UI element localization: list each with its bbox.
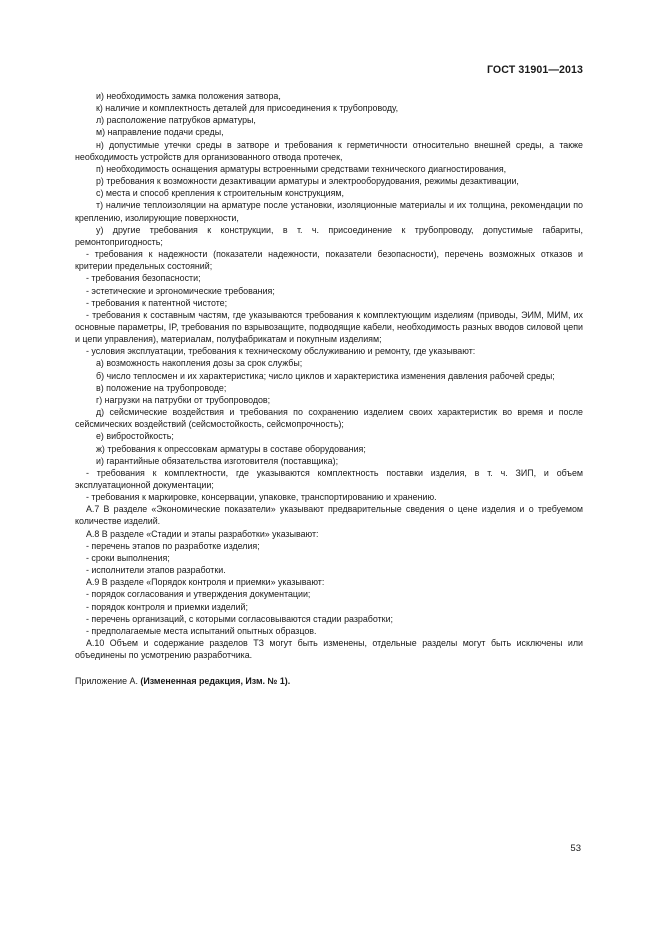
paragraph: д) сейсмические воздействия и требования по сохранению изделием своих характеристик во время и после сейсмических воздействий (сейсмостойкость, сейсмопрочность); [75,407,583,430]
paragraph: л) расположение патрубков арматуры, [96,115,256,126]
paragraph: ж) требования к опрессовкам арматуры в составе оборудования; [96,443,366,454]
paragraph: и) необходимость замка положения затвора, [96,91,281,101]
paragraph: - условия эксплуатации, требования к техническому обслуживанию и ремонту, где указывают: [86,346,476,357]
paragraph: - порядок контроля и приемки изделий; [86,601,248,612]
document-code-header: ГОСТ 31901—2013 [486,64,583,76]
paragraph: у) другие требования к конструкции, в т. ч. присоединение к трубопроводу, допустимые габариты, ремонтопригодность; [75,224,583,247]
page-number: 53 [570,843,581,854]
paragraph: - сроки выполнения; [86,552,170,563]
paragraph: в) положение на трубопроводе; [96,382,227,393]
paragraph: а) возможность накопления дозы за срок службы; [96,358,303,369]
paragraph: с) места и способ крепления к строительным конструкциям, [96,188,344,199]
amendment-note [75,675,583,687]
paragraph: - перечень этапов по разработке изделия; [86,540,260,551]
paragraph: - требования безопасности; [86,273,201,284]
paragraph: н) допустимые утечки среды в затворе и требования к герметичности относительно внешней среды, а также необходимость устройств для организованного отвода протечек, [75,139,583,162]
paragraph: - порядок согласования и утверждения документации; [86,589,311,600]
paragraph: и) гарантийные обязательства изготовителя (поставщика); [96,455,339,466]
document-body [75,90,583,688]
paragraph: А.10 Объем и содержание разделов ТЗ могут быть изменены, отдельные разделы могут быть исключены или объединены по усмотрению разработчика. [75,638,583,661]
paragraph: - требования к надежности (показатели надежности, показатели безопасности), перечень возможных отказов и критерии предельных состояний; [75,249,583,272]
paragraph: - исполнители этапов разработки. [86,565,226,576]
paragraph: - эстетические и эргономические требования; [86,285,275,296]
paragraph: А.8 В разделе «Стадии и этапы разработки» указывают: [86,528,319,539]
amendment-note-prefix: Приложение А. [75,676,141,687]
paragraph: п) необходимость оснащения арматуры встроенными средствами технического диагностирования, [96,163,507,174]
paragraph: - требования к составным частям, где указываются требования к комплектующим изделиям (приводы, ЭИМ, МИМ, их основные параметры, IP, требования по взрывозащите, подводящие кабели, необходимость разных вводов силовой цепи и цепи управления), материалам, полуфабрикатам и покупным изделиям; [75,309,583,345]
paragraph: г) нагрузки на патрубки от трубопроводов; [96,394,271,405]
paragraph: т) наличие теплоизоляции на арматуре после установки, изоляционные материалы и их толщина, рекомендации по креплению, изолирующие поверхности, [75,200,583,223]
paragraph: е) вибростойкость; [96,431,174,442]
paragraph: - требования к комплектности, где указываются комплектность поставки изделия, в т. ч. ЗИП, и объем эксплуатационной документации; [75,467,583,490]
paragraph-list [75,90,583,661]
paragraph: - требования к маркировке, консервации, упаковке, транспортированию и хранению. [86,492,437,503]
paragraph: - требования к патентной чистоте; [86,297,228,308]
paragraph: А.9 В разделе «Порядок контроля и приемки» указывают: [86,577,325,588]
amendment-note-bold: (Измененная редакция, Изм. № 1). [140,676,291,687]
paragraph: - предполагаемые места испытаний опытных образцов. [86,625,317,636]
paragraph: - перечень организаций, с которыми согласовываются стадии разработки; [86,613,393,624]
paragraph: к) наличие и комплектность деталей для присоединения к трубопроводу, [96,103,399,114]
paragraph: А.7 В разделе «Экономические показатели» указывают предварительные сведения о цене изделия и о требуемом количестве изделий. [75,504,583,527]
paragraph: м) направление подачи среды, [96,127,224,138]
paragraph: р) требования к возможности дезактивации арматуры и электрооборудования, режимы дезактивации, [96,176,519,187]
paragraph: б) число теплосмен и их характеристика; число циклов и характеристика изменения давления рабочей среды; [96,370,555,381]
